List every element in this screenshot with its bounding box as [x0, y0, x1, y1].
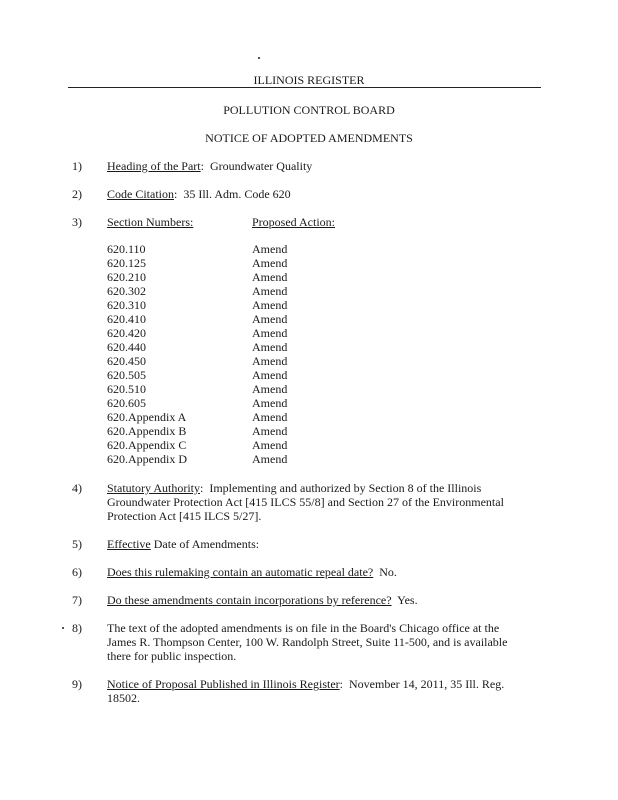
section-action: Amend — [252, 396, 288, 410]
scan-speck — [258, 57, 260, 59]
section-action: Amend — [252, 312, 288, 326]
section-number: 620.Appendix B — [107, 424, 187, 438]
item-2: Code Citation: 35 Ill. Adm. Code 620 — [107, 187, 291, 201]
item-4-number: 4) — [72, 481, 82, 495]
section-action: Amend — [252, 242, 288, 256]
item-5 — [107, 537, 259, 551]
section-action: Amend — [252, 284, 288, 298]
section-number: 620.410 — [107, 312, 146, 326]
section-number: 620.Appendix D — [107, 452, 187, 466]
item-7-label: Do these amendments contain incorporations by reference? — [107, 593, 392, 607]
item-1: Heading of the Part: Groundwater Quality — [107, 159, 313, 173]
register-title: ILLINOIS REGISTER — [253, 73, 365, 87]
item-2-label: Code Citation — [107, 187, 174, 201]
section-number: 620.505 — [107, 368, 146, 382]
item-6-number: 6) — [72, 565, 82, 579]
item-6-value: No. — [379, 565, 397, 579]
section-action: Amend — [252, 298, 288, 312]
section-number: 620.210 — [107, 270, 146, 284]
section-action: Amend — [252, 424, 288, 438]
section-number: 620.310 — [107, 298, 146, 312]
item-8-number: 8) — [72, 621, 82, 635]
section-number: 620.420 — [107, 326, 146, 340]
scan-speck — [62, 627, 64, 629]
item-1-number: 1) — [72, 159, 82, 173]
item-5-label-underlined: Effective — [107, 537, 151, 551]
item-9: Notice of Proposal Published in Illinois Register: November 14, 2011, 35 Ill. Reg. 18502. — [107, 677, 505, 705]
section-number: 620.Appendix C — [107, 438, 187, 452]
item-9-number: 9) — [72, 677, 82, 691]
section-action: Amend — [252, 326, 288, 340]
item-2-value: 35 Ill. Adm. Code 620 — [183, 187, 291, 201]
section-action: Amend — [252, 270, 288, 284]
section-action: Amend — [252, 382, 288, 396]
item-4: Statutory Authority: Implementing and authorized by Section 8 of the Illinois Groundwater Protection Act [415 ILCS 55/8] and Section 27 of the Environmental Protection Act [415 ILCS 5/27]. — [107, 481, 504, 523]
section-action: Amend — [252, 340, 288, 354]
item-1-value: Groundwater Quality — [209, 159, 313, 173]
item-8: The text of the adopted amendments is on file in the Board's Chicago office at the James R. Thompson Center, 100 W. Randolph Street, Suite 11-500, and is available there for public inspection. — [107, 621, 508, 663]
item-5-number: 5) — [72, 537, 82, 551]
section-number: 620.450 — [107, 354, 146, 368]
item-4-value: Implementing and authorized by Section 8 of the Illinois Groundwater Protection Act [415 ILCS 55/8] and Section 27 of the Environmental Protection Act [415 ILCS 5/27]. — [107, 481, 504, 523]
item-7-number: 7) — [72, 593, 82, 607]
section-action: Amend — [252, 438, 288, 452]
section-action: Amend — [252, 256, 288, 270]
section-number: 620.440 — [107, 340, 146, 354]
item-2-number: 2) — [72, 187, 82, 201]
section-numbers-header: Section Numbers: — [107, 215, 194, 229]
agency-title: POLLUTION CONTROL BOARD — [223, 103, 395, 117]
header-rule — [68, 87, 541, 88]
section-action: Amend — [252, 368, 288, 382]
item-4-label: Statutory Authority — [107, 481, 200, 495]
item-6-label: Does this rulemaking contain an automatic repeal date? — [107, 565, 374, 579]
section-number: 620.605 — [107, 396, 146, 410]
section-number: 620.125 — [107, 256, 146, 270]
section-number: 620.510 — [107, 382, 146, 396]
item-6 — [107, 565, 397, 579]
item-5-label-rest: Date of Amendments: — [150, 537, 260, 551]
section-action: Amend — [252, 354, 288, 368]
section-action: Amend — [252, 410, 288, 424]
item-1-label: Heading of the Part — [107, 159, 201, 173]
item-9-label: Notice of Proposal Published in Illinois Register — [107, 677, 340, 691]
proposed-action-header: Proposed Action: — [252, 215, 335, 229]
section-number: 620.110 — [107, 242, 146, 256]
item-9-value: November 14, 2011, 35 Ill. Reg. 18502. — [107, 677, 505, 705]
section-number: 620.302 — [107, 284, 146, 298]
notice-title: NOTICE OF ADOPTED AMENDMENTS — [205, 131, 413, 145]
section-action: Amend — [252, 452, 288, 466]
item-7 — [107, 593, 418, 607]
section-number: 620.Appendix A — [107, 410, 187, 424]
item-7-value: Yes. — [397, 593, 418, 607]
item-3-number: 3) — [72, 215, 82, 229]
